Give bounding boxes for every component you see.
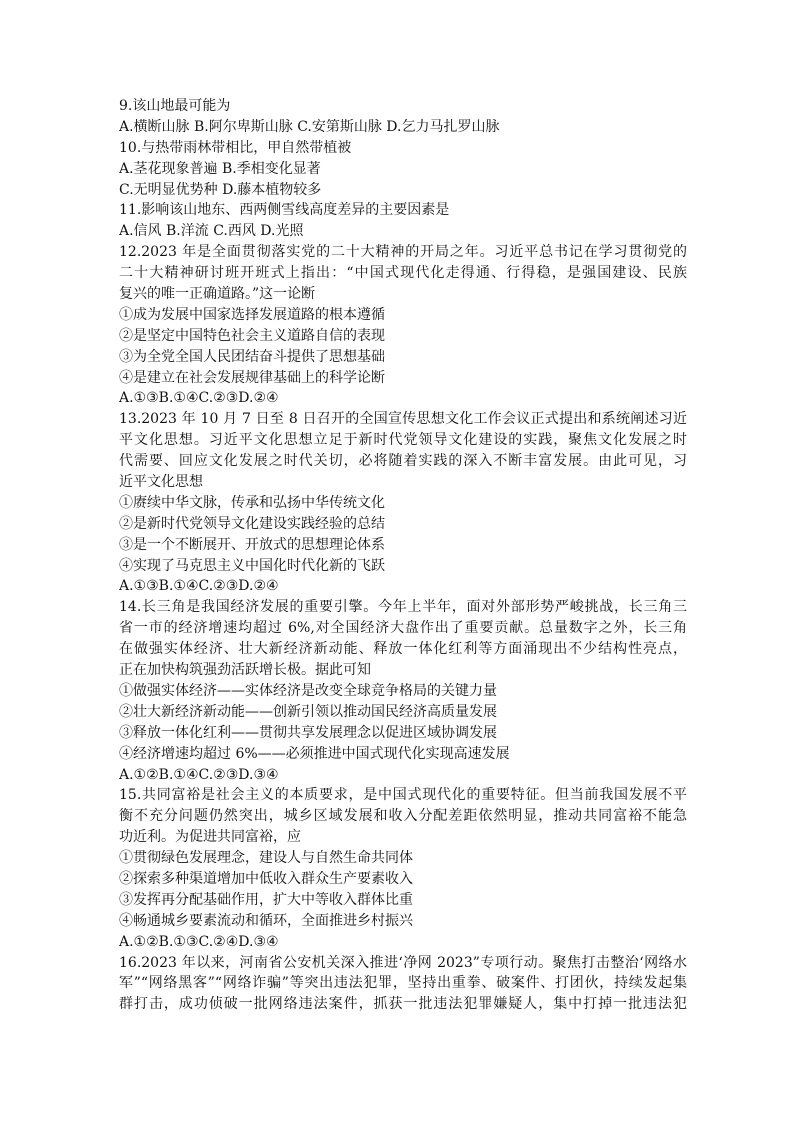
question-14-statement-3: ③释放一体化红利——贯彻共享发展理念以促进区域协调发展: [119, 724, 497, 741]
question-13-statement-3: ③是一个不断展开、开放式的思想理论体系: [119, 536, 385, 553]
question-13-statement-1: ①赓续中华文脉，传承和弘扬中华传统文化: [119, 494, 385, 511]
question-11-stem: 11.影响该山地东、西两侧雪线高度差异的主要因素是: [119, 202, 450, 219]
question-14-stem-line: 正在加快构筑强劲活跃增长极。据此可知: [119, 662, 371, 679]
question-10-options-cd: C.无明显优势种 D.藤本植物较多: [119, 181, 322, 198]
question-15-statement-3: ③发挥再分配基础作用，扩大中等收入群体比重: [119, 891, 413, 908]
question-16-stem-line: 军”“网络黑客”“网络诈骗”等突出违法犯罪，坚持出重拳、破案件、打团伙，持续发起集: [119, 975, 687, 992]
question-12-statement-2: ②是坚定中国特色社会主义道路自信的表现: [119, 327, 385, 344]
question-14-statement-2: ②壮大新经济新动能——创新引领以推动国民经济高质量发展: [119, 703, 497, 720]
question-15-statement-2: ②探索多种渠道增加中低收入群众生产要素收入: [119, 870, 413, 887]
question-15-stem-line: 功近利。为促进共同富裕，应: [119, 829, 301, 846]
question-15-statement-4: ④畅通城乡要素流动和循环，全面推进乡村振兴: [119, 912, 413, 929]
question-14-statement-1: ①做强实体经济——实体经济是改变全球竞争格局的关键力量: [119, 682, 497, 699]
question-13-stem-line: 代需要、回应文化发展之时代关切，必将随着实践的深入不断丰富发展。由此可见，习: [119, 453, 687, 470]
question-14-stem-line: 省一市的经济增速均超过 6%,对全国经济大盘作出了重要贡献。总量数字之外，长三角: [119, 620, 687, 637]
question-15-options: A.①②B.①③C.②④D.③④: [119, 933, 279, 950]
question-13-stem-line: 平文化思想。习近平文化思想立足于新时代党领导文化建设的实践，聚焦文化发展之时: [119, 432, 687, 449]
question-14-statement-4: ④经济增速均超过 6%——必须推进中国式现代化实现高速发展: [119, 745, 510, 762]
question-12-stem-line: 12.2023 年是全面贯彻落实党的二十大精神的开局之年。习近平总书记在学习贯彻党的: [119, 244, 687, 261]
question-13-stem-line: 13.2023 年 10 月 7 日至 8 日召开的全国宣传思想文化工作会议正式提出和系统阐述习近: [119, 411, 687, 428]
question-12-statement-1: ①成为发展中国家选择发展道路的根本遵循: [119, 306, 385, 323]
question-10-stem: 10.与热带雨林带相比，甲自然带植被: [119, 139, 352, 156]
question-12-statement-3: ③为全党全国人民团结奋斗提供了思想基础: [119, 348, 385, 365]
question-12-stem-line: 复兴的唯一正确道路。”这一论断: [119, 286, 316, 303]
question-9-options: A.横断山脉 B.阿尔卑斯山脉 C.安第斯山脉 D.乞力马扎罗山脉: [119, 118, 500, 135]
document-body: [119, 96, 687, 1015]
question-15-stem-line: 15.共同富裕是社会主义的本质要求，是中国式现代化的重要特征。但当前我国发展不平: [119, 787, 687, 804]
question-12-statement-4: ④是建立在社会发展规律基础上的科学论断: [119, 369, 385, 386]
question-16-stem-line: 16.2023 年以来，河南省公安机关深入推进‘净网 2023”专项行动。聚焦打击整治‘网络水: [119, 954, 687, 971]
question-13-statement-4: ④实现了马克思主义中国化时代化新的飞跃: [119, 557, 385, 574]
question-10-options-ab: A.茎花现象普遍 B.季相变化显著: [119, 160, 321, 177]
question-14-stem-line: 14.长三角是我国经济发展的重要引擎。今年上半年，面对外部形势严峻挑战，长三角三: [119, 599, 687, 616]
question-15-stem-line: 衡不充分问题仍然突出，城乡区域发展和收入分配差距依然明显，推动共同富裕不能急: [119, 808, 687, 825]
question-13-statement-2: ②是新时代党领导文化建设实践经验的总结: [119, 515, 385, 532]
question-12-options: A.①③B.①④C.②③D.②④: [119, 390, 279, 407]
question-16-stem-line: 群打击，成功侦破一批网络违法案件，抓获一批违法犯罪嫌疑人，集中打掉一批违法犯: [119, 996, 687, 1013]
question-9-stem: 9.该山地最可能为: [119, 98, 231, 114]
question-11-options: A.信风 B.洋流 C.西风 D.光照: [119, 223, 304, 240]
question-14-stem-line: 在做强实体经济、壮大新经济新动能、释放一体化红利等方面涌现出不少结构性亮点，: [119, 641, 687, 658]
question-15-statement-1: ①贯彻绿色发展理念，建设人与自然生命共同体: [119, 850, 413, 867]
question-13-stem-line: 近平文化思想: [119, 474, 203, 491]
question-13-options: A.①③B.①④C.②③D.②④: [119, 578, 279, 595]
question-12-stem-line: 二十大精神研讨班开班式上指出：“中国式现代化走得通、行得稳，是强国建设、民族: [119, 265, 687, 282]
question-14-options: A.①②B.①④C.②③D.③④: [119, 766, 279, 783]
